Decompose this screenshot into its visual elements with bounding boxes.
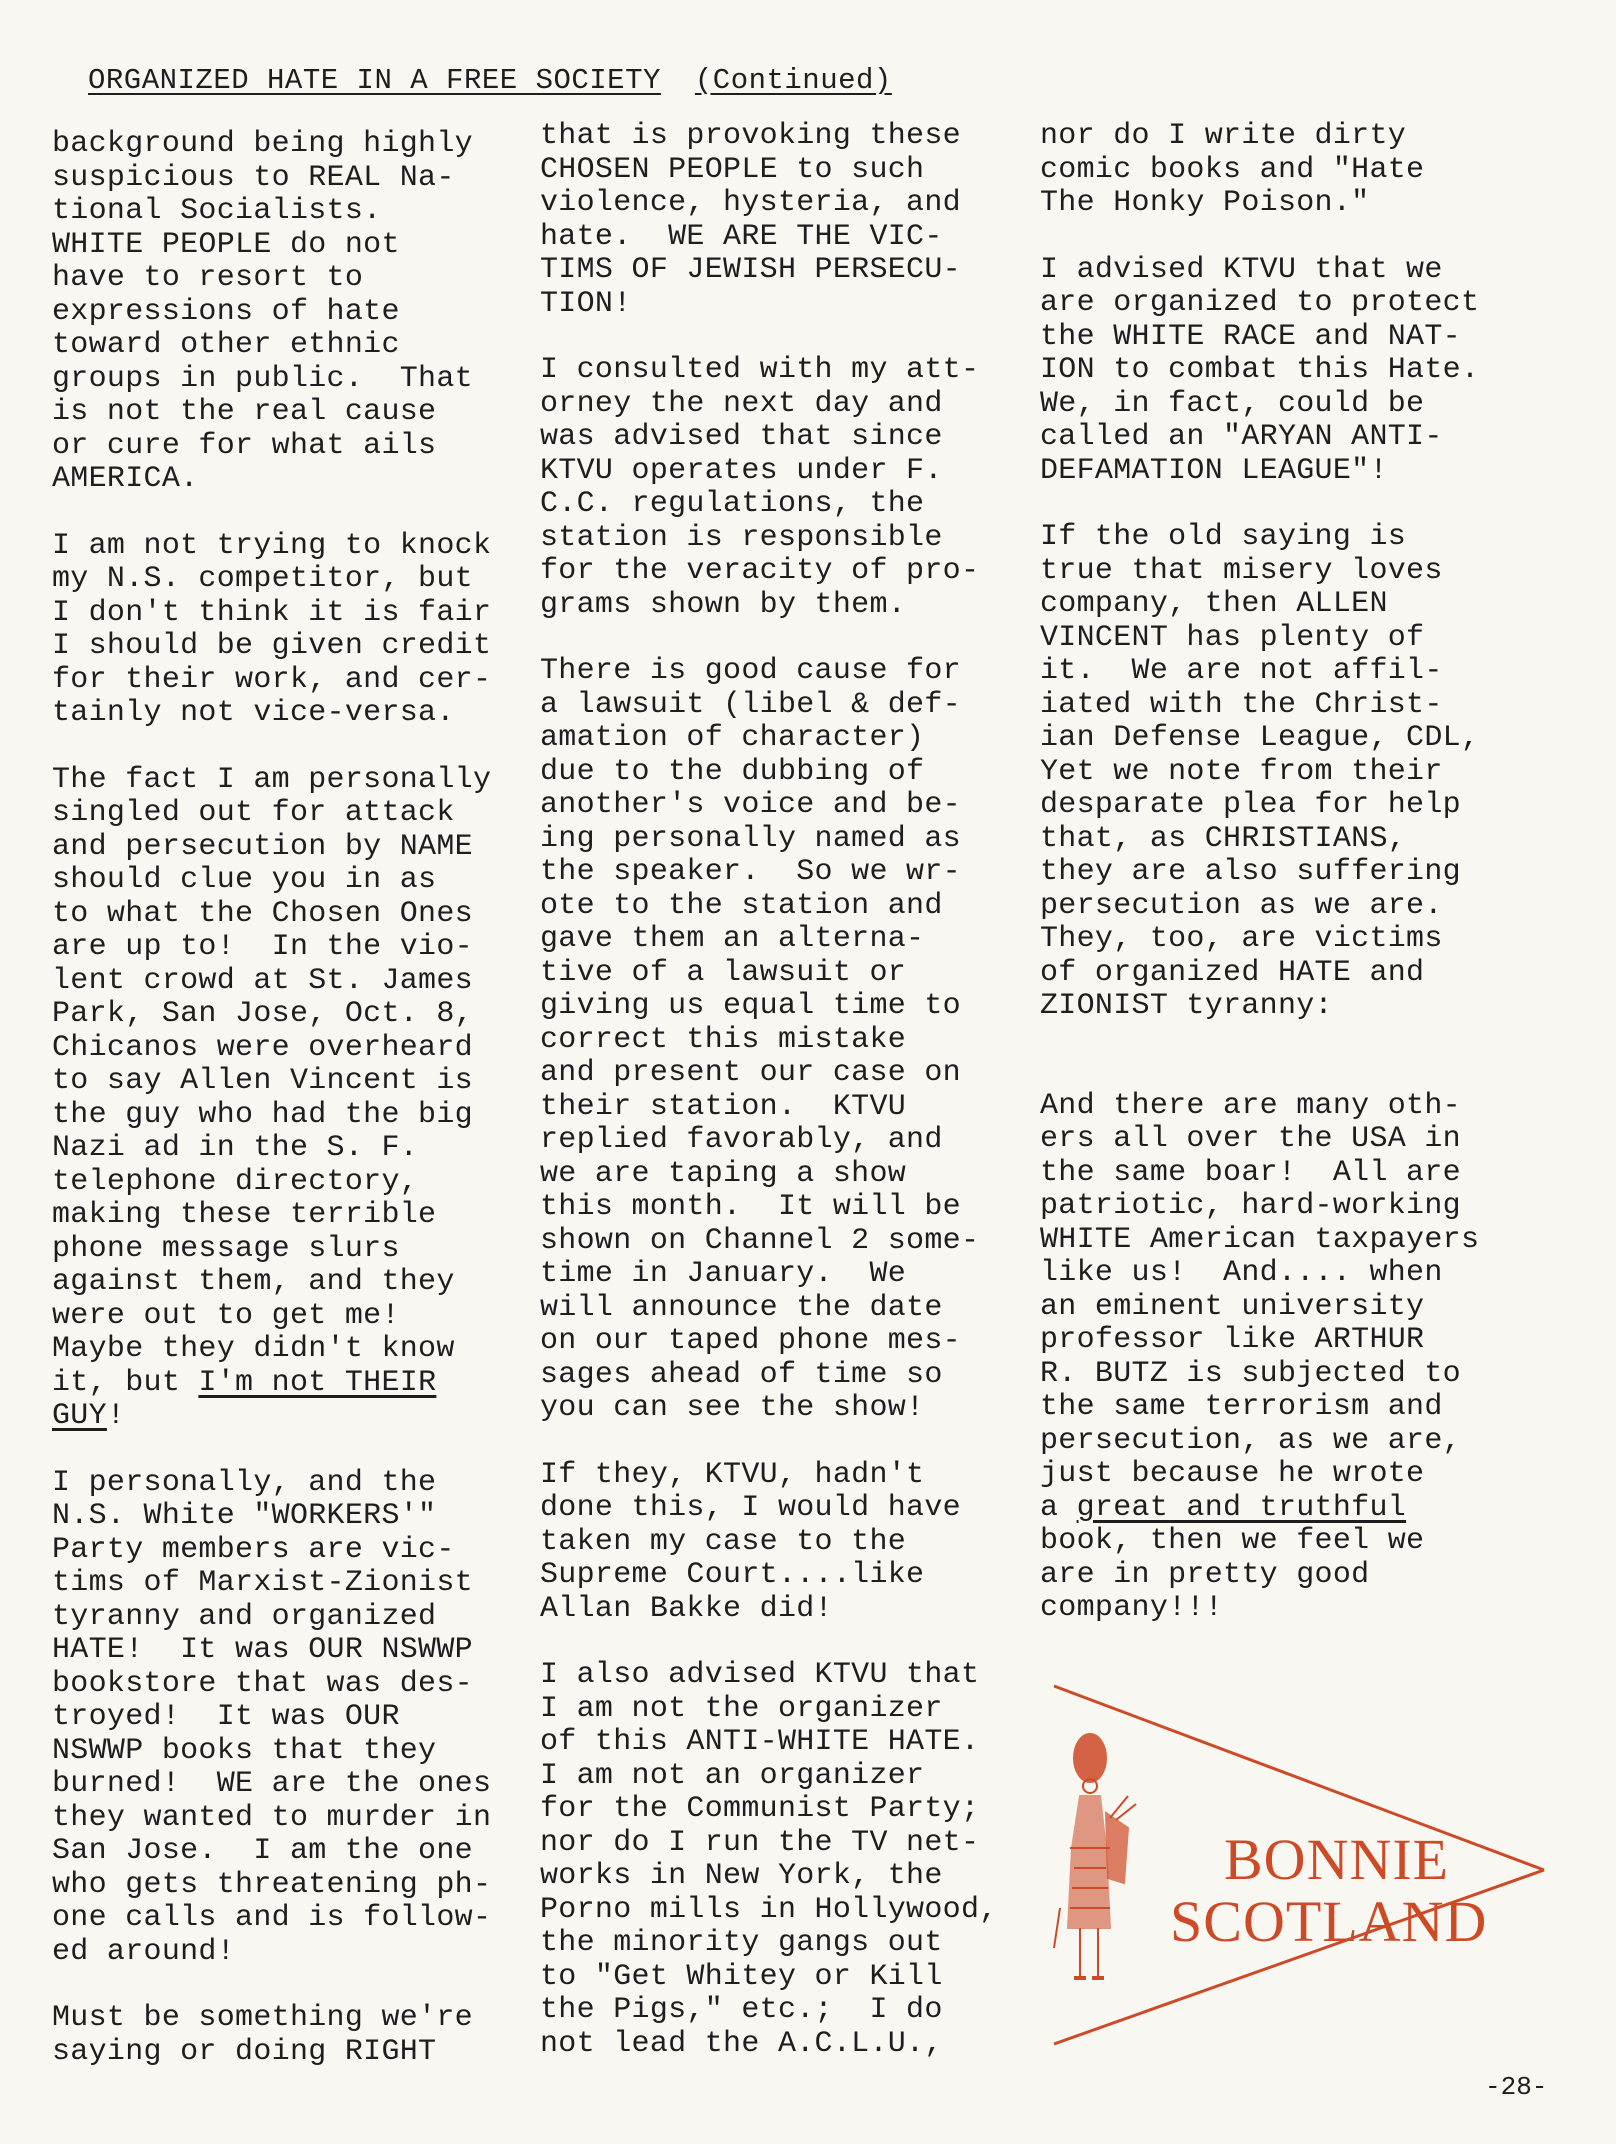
- underlined-text: I'm not THEIR: [198, 1365, 437, 1400]
- paragraph-text: The fact I am personally singled out for attack and persecution by NAME should clue you in as to what the Chosen Ones are up to! In the vio- lent crowd at St. James Park, San Jose, Oct. 8, Chicanos were overheard to say Allen Vincent is the guy who had the big Nazi ad in the S. F. telephone directory, making these terrible phone message slurs against them, and they were out to get me! Maybe they didn't know it, but: [52, 762, 492, 1400]
- pennant-text-line1: BONNIE: [1224, 1827, 1450, 1892]
- paragraph: If they, KTVU, hadn't done this, I would have taken my case to the Supreme Court....like Allan Bakke did!: [540, 1457, 961, 1626]
- paragraph: If the old saying is true that misery loves company, then ALLEN VINCENT has plenty of it. We are not affil- iated with the Christ- ian Defense League, CDL, Yet we note from their desparate plea for help that, as CHRISTIANS, they are also suffering persecution as we are. They, too, are victims of organized HATE and ZIONIST tyranny:: [1040, 520, 1480, 1023]
- paragraph: I advised KTVU that we are organized to protect the WHITE RACE and NAT- ION to combat this Hate. We, in fact, could be called an "ARYAN ANTI- DEFAMATION LEAGUE"!: [1040, 252, 1480, 488]
- paragraph: nor do I write dirty comic books and "Hate The Honky Poison.": [1040, 119, 1425, 220]
- paragraph-text: book, then we feel we are in pretty good company!!!: [1040, 1524, 1425, 1625]
- paragraph: Must be something we're saying or doing RIGHT: [52, 2001, 473, 2069]
- article-title: ORGANIZED HATE IN A FREE SOCIETY: [88, 64, 661, 97]
- paragraph: I also advised KTVU that I am not the organizer of this ANTI-WHITE HATE. I am not an organizer for the Communist Party; nor do I run the TV net- works in New York, the Porno mills in Hollywood, the minority gangs out to "Get Whitey or Kill the Pigs," etc.; I do not lead the A.C.L.U.,: [540, 1658, 998, 2061]
- page-header: [88, 64, 892, 97]
- paragraph: I am not trying to knock my N.S. competitor, but I don't think it is fair I should be given credit for their work, and cer- tainly not vice-versa.: [52, 528, 492, 730]
- paragraph-text: And there are many oth- ers all over the USA in the same boar! All are patriotic, hard-working WHITE American taxpayers like us! And.... when an eminent university professor like ARTHUR R. BUTZ is subjected to the same terrorism and persecution, as we are, just because he wrote a: [1040, 1088, 1480, 1525]
- paragraph: [52, 764, 562, 1434]
- paragraph: that is provoking these CHOSEN PEOPLE to such violence, hysteria, and hate. WE ARE THE VIC- TIMS OF JEWISH PERSECU- TION!: [540, 119, 961, 321]
- bagpiper-figure-icon: [1054, 1734, 1136, 1978]
- page-number: -28-: [1485, 2072, 1548, 2102]
- paragraph: I personally, and the N.S. White "WORKERS'" Party members are vic- tims of Marxist-Zionist tyranny and organized HATE! It was OUR NSWWP bookstore that was des- troyed! It was OUR NSWWP books that they burned! WE are the ones they wanted to murder in San Jose. I am the one who gets threatening ph- one calls and is follow- ed around!: [52, 1465, 492, 1969]
- paragraph: [1040, 1090, 1540, 1626]
- text-column-2: [540, 120, 1040, 2094]
- paragraph-text: !: [106, 1399, 126, 1433]
- bonnie-scotland-pennant: [1050, 1678, 1550, 2048]
- text-column-1: [52, 128, 562, 2102]
- paragraph: background being highly suspicious to REAL Na- tional Socialists. WHITE PEOPLE do not have to resort to expressions of hate toward other ethnic groups in public. That is not the real cause or cure for what ails AMERICA.: [52, 127, 473, 496]
- underlined-text: great and truthful: [1076, 1490, 1407, 1525]
- text-column-3: [1040, 120, 1540, 1659]
- pennant-text-line2: SCOTLAND: [1170, 1889, 1488, 1954]
- continued-label: (Continued): [694, 64, 892, 97]
- paragraph: There is good cause for a lawsuit (libel & def- amation of character) due to the dubbing of another's voice and be- ing personally named as the speaker. So we wr- ote to the station and gave them an alterna- tive of a lawsuit or giving us equal time to correct this mistake and present our case on their station. KTVU replied favorably, and we are taping a show this month. It will be shown on Channel 2 some- time in January. We will announce the date on our taped phone mes- sages ahead of time so you can see the show!: [540, 654, 980, 1425]
- paragraph: I consulted with my att- orney the next day and was advised that since KTVU operates under F. C.C. regulations, the station is responsible for the veracity of pro- grams shown by them.: [540, 353, 980, 622]
- underlined-text: GUY: [52, 1399, 107, 1433]
